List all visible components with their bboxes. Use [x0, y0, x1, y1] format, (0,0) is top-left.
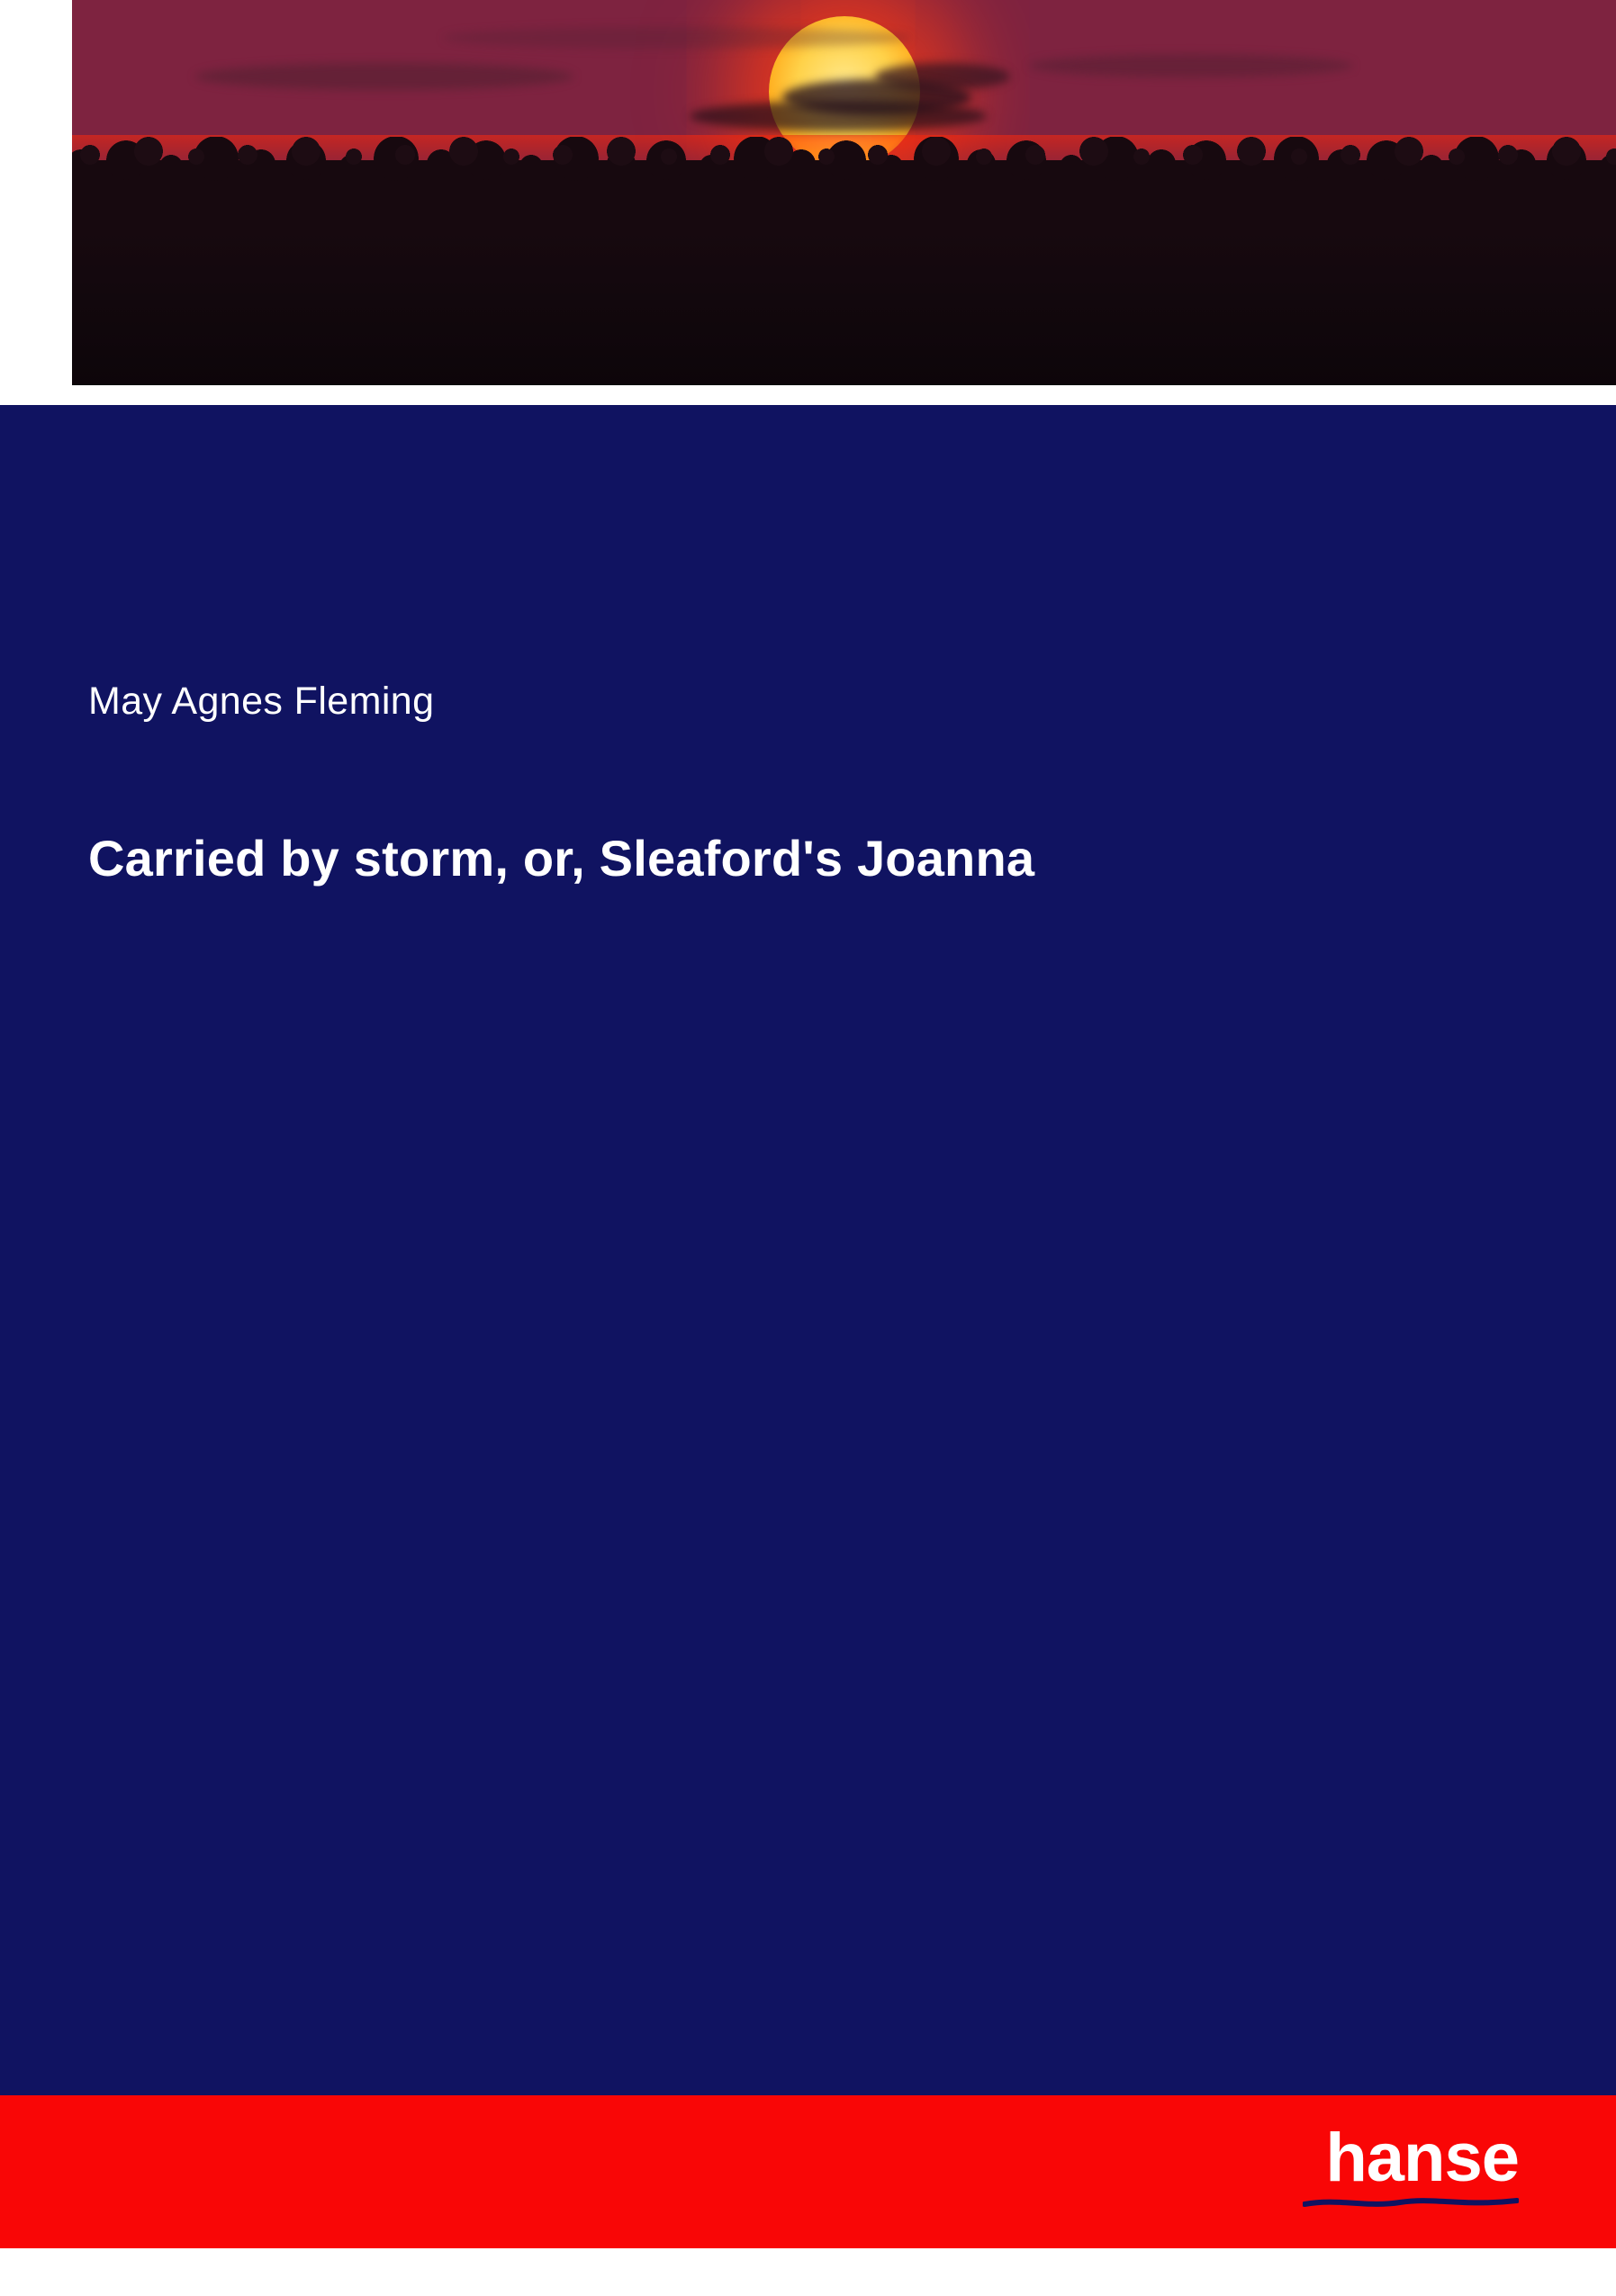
publisher-logo [1303, 2120, 1519, 2209]
cloud-band [195, 63, 573, 90]
author-name: May Agnes Fleming [88, 680, 435, 723]
cover-photo-sunset-treeline [72, 0, 1616, 385]
cloud-band [443, 27, 911, 49]
publisher-logo-text: hanse [1325, 2120, 1519, 2196]
logo-underline-swoosh [1303, 2196, 1519, 2209]
book-title: Carried by storm, or, Sleaford's Joanna [88, 830, 1035, 887]
cloud-band [1029, 54, 1353, 77]
page-bottom-margin [0, 2248, 1616, 2296]
cover-background [0, 405, 1616, 2095]
foreground-shadow [72, 232, 1616, 385]
